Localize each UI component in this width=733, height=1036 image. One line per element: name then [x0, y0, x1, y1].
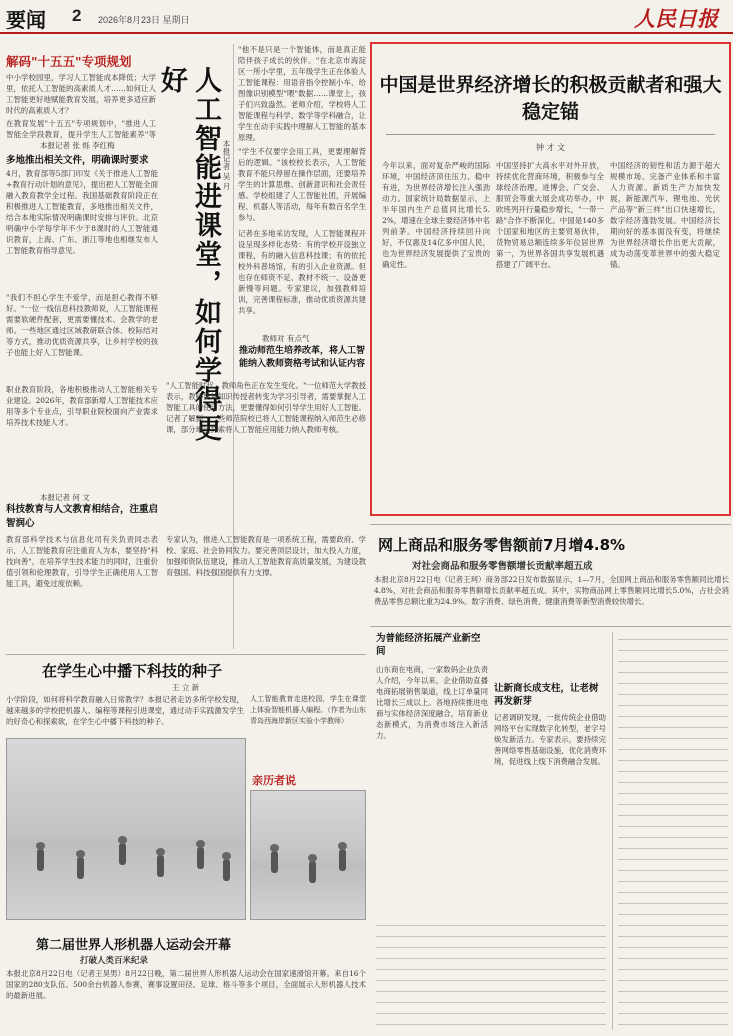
games-subheadline: 打破人类百米纪录: [80, 956, 149, 966]
robot-race-photo: [250, 790, 366, 920]
story-headline: 在学生心中播下科技的种子: [42, 662, 223, 680]
body-text: 职业教育阶段，各地积极推动人工智能相关专业建设。2026年，教育部新增人工智能技术应用等多个专业点，引导职业院校面向产业需求培养技术技能人才。: [6, 385, 158, 427]
games-headline: 第二届世界人形机器人运动会开幕: [36, 938, 232, 953]
story-body: 小学阶段，如何将科学教育融入日常教学？本报记者走访多所学校发现，越来越多的学校把机器人、编程等课程引进课堂，通过动手实践激发学生的好奇心和探索欲，在学生心中播下科技的种子。: [6, 695, 244, 726]
masthead: [0, 0, 733, 34]
lead-body-col3: 中国经济的韧性和活力源于超大规模市场、完备产业体系和丰富人力资源。新质生产力加快发展，新能源汽车、锂电池、光伏产品等"新三样"出口快速增长，数字经济蓬勃发展。中国经济长期向好的基本面没有变，将继续为世界经济增长作出更大贡献，成为动荡变革世界中的强大稳定锚。: [610, 161, 720, 269]
feature-body: "他不是只是一个智能体，而是真正能陪伴孩子成长的伙伴。"在北京市海淀区一所小学里，五年级学生正在体验人工智能课程：用语音指令控制小车、给图像识别模型"喂"数据……课堂上，孩子们兴致盎然。老师介绍，学校将人工智能课程与科学、数学等学科融合，让学生在动手实践中理解人工智能的基本原理。: [238, 45, 366, 142]
retail-body: 记者调研发现，一批传统企业借助网络平台实现数字化转型，老字号焕发新活力。专家表示，要持续完善网络零售基础设施，优化消费环境，促进线上线下消费融合发展。: [494, 713, 606, 766]
body-text: "我们不担心学生不爱学，而是担心教得不够好。"一位一线信息科技教师说，人工智能课程需要软硬件配套，更需要懂技术、会教学的老师。一些地区通过区域教研联合体、校际结对等方式，推动优质资源共享，让乡村学校的孩子也能上好人工智能课。: [6, 293, 158, 357]
photo-caption: 人工智能教育走进校园，学生在课堂上体验智能机器人编程。（作者为山东青岛西海岸新区实验小学教师）: [250, 695, 366, 725]
retail-subheading: 让新商长成支柱，让老树再发新芽: [494, 683, 599, 707]
byline: 教师对 有点气: [262, 334, 310, 343]
feature-body: 记者在多地采访发现，人工智能课程开设呈现多样化态势：有的学校开设独立课程，有的融入信息科技课；有的依托校外科普场馆，有的引入企业资源。但也存在师资不足、教材不统一、设备更新慢等问题。专家建议，加强教师培训，完善课程标准，推动优质资源共建共享。: [238, 229, 366, 315]
subheading: 科技教育与人文教育相结合，注重启智润心: [6, 504, 159, 529]
retail-headline: 网上商品和服务零售额前7月增4.8%: [378, 536, 626, 554]
kicker-title: 解码"十五五"专项规划: [6, 54, 132, 69]
games-body: 本报北京8月22日电（记者王昊男）8月22日晚，第二届世界人形机器人运动会在国家速滑馆开幕。来自16个国家的280支队伍、500余台机器人参赛，赛事设置田径、足球、格斗等多个项目，全面展示人形机器人技术的最新进展。: [6, 969, 366, 1000]
intro-paragraph-2: 在教育发展"十五五"专项规划中，"推进人工智能全学段教育，提升学生人工智能素养"等: [6, 119, 156, 139]
feature-body: "学生不仅要学会用工具，更要理解背后的逻辑。"该校校长表示，人工智能教育不能只停留在操作层面，还要培养学生的计算思维、创新意识和社会责任感。学校组建了人工智能社团，开展编程、机器人等活动，每年有数百名学生参与。: [238, 147, 366, 222]
lead-body-col2: 中国坚持扩大高水平对外开放，持续优化营商环境，积极参与全球经济治理。进博会、广交会、服贸会等重大展会成功举办，中欧班列开行量稳步增长，"一带一路"合作不断深化。中国是140多个国家和地区的主要贸易伙伴，货物贸易总额连续多年位居世界第一，为世界各国共享发展机遇搭建了广阔平台。: [496, 161, 604, 269]
retail-subheading: 为普能经济拓展产业新空间: [376, 633, 481, 657]
lead-author: 钟 才 文: [535, 143, 566, 152]
subheading: 多地推出相关文件，明确课时要求: [6, 155, 149, 166]
story-author: 王 立 新: [172, 683, 200, 692]
body-text-block: [376, 918, 606, 1030]
retail-lede: 本报北京8月22日电（记者王珂）商务部22日发布数据显示，1—7月，全国网上商品和服务零售额同比增长4.8%，对社会商品和服务零售额增长贡献率超五成。其中，实物商品网上零售额同比增长5.0%，占社会消费品零售总额比重为24.9%。数字消费、绿色消费、健康消费等新型消费较快增长。: [374, 575, 729, 606]
robot-games-photo: [6, 738, 246, 920]
lead-body-col1: 今年以来，面对复杂严峻的国际环境，中国经济顶住压力、稳中有进，为世界经济增长注入强劲动力。国家统计局数据显示，上半年国内生产总值同比增长5.2%，增速在全球主要经济体中名列前茅。中国经济持续回升向好，不仅惠及14亿多中国人民，也为世界经济发展提供了宝贵的确定性。: [382, 161, 490, 269]
lead-article-box: [370, 42, 731, 516]
feature-body: 专家认为，推进人工智能教育是一项系统工程，需要政府、学校、家庭、社会协同发力。要完善顶层设计，加大投入力度，加强师资队伍建设，推动人工智能教育高质量发展，为建设教育强国、科技强国提供有力支撑。: [166, 535, 366, 577]
feature-body: "人工智能时代，教师角色正在发生变化。"一位师范大学教授表示，教师要从知识传授者转变为学习引导者，需要掌握人工智能工具的使用方法，更要懂得如何引导学生用好人工智能。记者了解到，一些师范院校已将人工智能课程纳入师范生必修课，部分地区探索将人工智能应用能力纳入教师考核。: [166, 381, 366, 434]
feature-title: 人工智能进课堂，如何学得更好: [156, 66, 221, 443]
newspaper-logo: 人民日报: [634, 6, 718, 31]
body-text-block: [618, 632, 728, 1030]
byline: 本报记者 张 烁 李红梅: [40, 141, 115, 150]
retail-subheadline: 对社会商品和服务零售额增长贡献率超五成: [412, 561, 593, 572]
issue-date: 2026年8月23日 星期日: [98, 15, 190, 25]
page-number: 2: [72, 6, 82, 25]
byline: 本报记者 何 文: [40, 493, 90, 502]
section-kicker: 亲历者说: [252, 774, 296, 787]
feature-subheading: 推动师范生培养改革，将人工智能纳入教师资格考试和认证内容: [238, 346, 365, 369]
body-text: 4月，教育部等5部门印发《关于推进人工智能+教育行动计划的意见》，提出把人工智能全面融入教育教学全过程。我国基础教育阶段正在积极推进人工智能教育，多地推出相关文件，结合本地实际情况明确课时安排与评价。北京明确中小学每学年不少于8课时的人工智能通识教育，上海、广东、浙江等地也相继发布人工智能教育指导意见。: [6, 169, 158, 255]
lead-headline: 中国是世界经济增长的积极贡献者和强大稳定锚: [379, 74, 722, 123]
section-title: 要闻: [6, 8, 46, 32]
retail-body: 山东商在电商，一家数码企业负责人介绍，今年以来，企业借助直播电商拓展销售渠道，线上订单量同比增长三成以上。各地持续推进电商与实体经济深度融合，培育新业态新模式，为消费市场注入新活力。: [376, 665, 488, 740]
feature-byline: 本报记者 吴 月: [222, 140, 231, 190]
intro-paragraph-1: 中小学校园里，学习人工智能成本降低；大学里，依托人工智能的高素质人才……如何让人工智能更好地赋能教育发展，培养更多适应新时代的高素质人才？: [6, 73, 156, 115]
body-text: 教育部科学技术与信息化司有关负责同志表示，人工智能教育应注重育人为本，要坚持"科技向善"，在培养学生技术能力的同时，注重价值引领和伦理教育，引导学生正确使用人工智能工具，避免过度依赖。: [6, 535, 158, 588]
